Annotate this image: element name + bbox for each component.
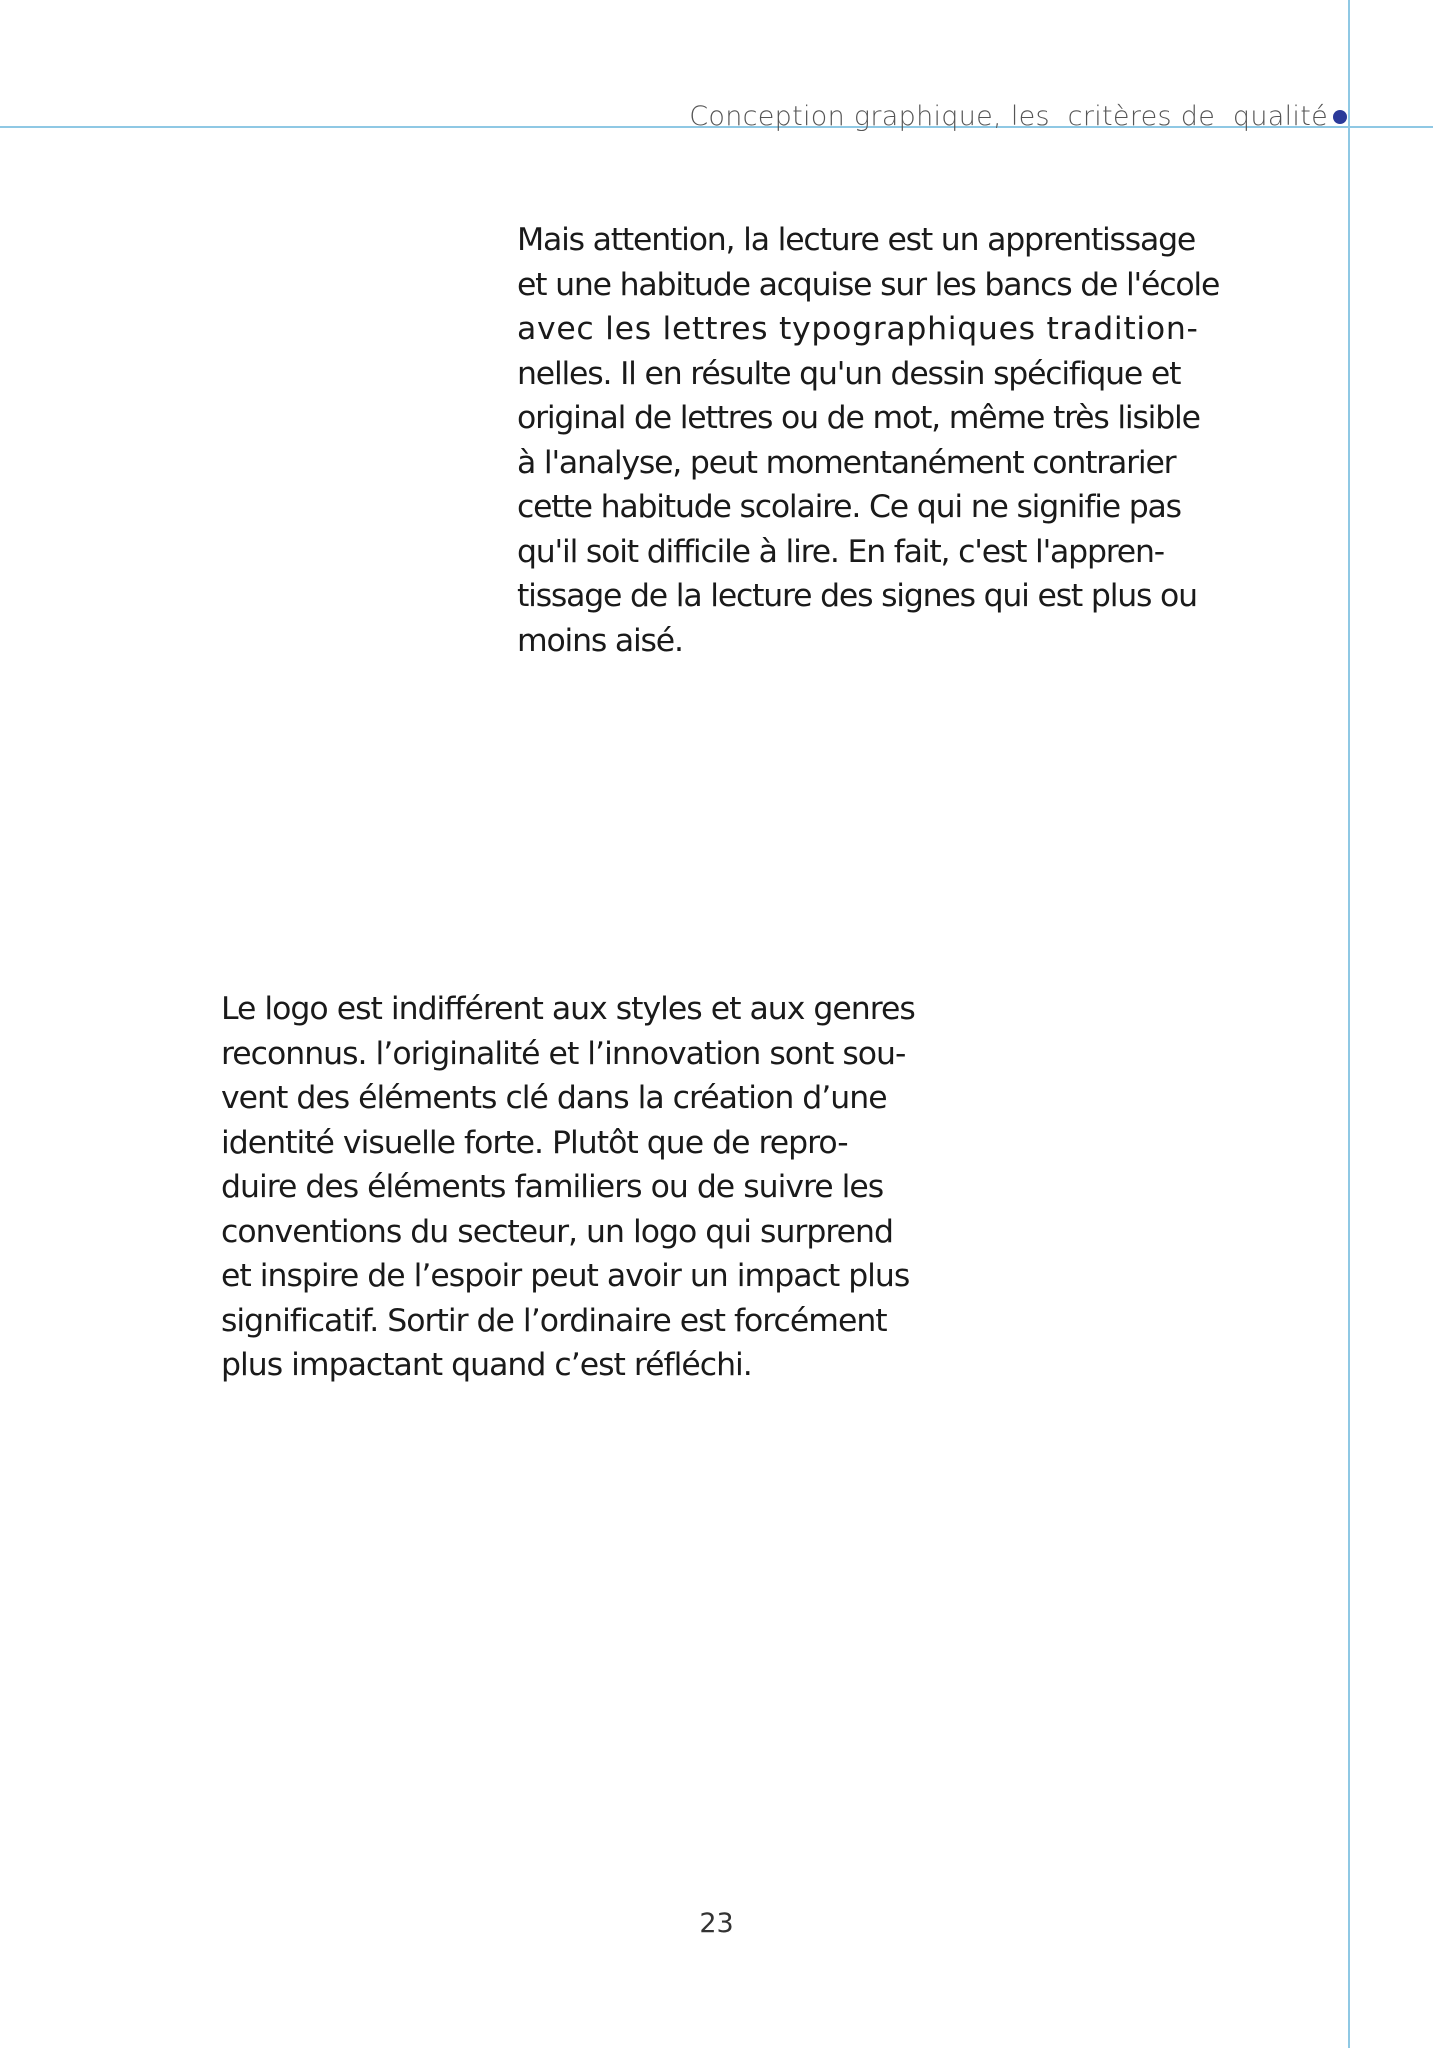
running-header-title: Conception graphique, les critères de qualité [689, 101, 1328, 132]
page-number: 23 [699, 1908, 734, 1939]
paragraph-line: duire des éléments familiers ou de suivre les [221, 1169, 884, 1205]
header-bullet-icon [1333, 110, 1347, 124]
paragraph-line: moins aisé. [517, 622, 683, 659]
margin-rule [1348, 0, 1350, 2048]
paragraph-line: Le logo est indifférent aux styles et aux genres [221, 991, 915, 1027]
paragraph-line: conventions du secteur, un logo qui surprend [221, 1213, 893, 1250]
paragraph-line: identité visuelle forte. Plutôt que de repro- [221, 1124, 848, 1161]
paragraph-line: qu'il soit difficile à lire. En fait, c'est l'appren- [517, 533, 1164, 570]
paragraph-line: original de lettres ou de mot, même très lisible [517, 400, 1200, 436]
paragraph-line: reconnus. l’originalité et l’innovation sont sou- [221, 1035, 906, 1072]
paragraph-line: et inspire de l’espoir peut avoir un impact plus [221, 1258, 910, 1294]
paragraph-line: avec les lettres typographiques tradition- [517, 311, 1199, 347]
paragraph-line: significatif. Sortir de l’ordinaire est forcément [221, 1302, 887, 1339]
paragraph-line: plus impactant quand c’est réfléchi. [221, 1347, 752, 1383]
paragraph-line: et une habitude acquise sur les bancs de l'école [517, 266, 1220, 303]
paragraph-logo-originality [221, 987, 915, 1388]
paragraph-line: nelles. Il en résulte qu'un dessin spécifique et [517, 355, 1181, 392]
paragraph-reading-habit [517, 218, 1219, 663]
paragraph-line: tissage de la lecture des signes qui est plus ou [517, 578, 1197, 614]
paragraph-line: à l'analyse, peut momentanément contrarier [517, 444, 1176, 481]
paragraph-line: cette habitude scolaire. Ce qui ne signifie pas [517, 489, 1181, 525]
paragraph-line: Mais attention, la lecture est un apprentissage [517, 222, 1196, 258]
paragraph-line: vent des éléments clé dans la création d’une [221, 1080, 887, 1116]
